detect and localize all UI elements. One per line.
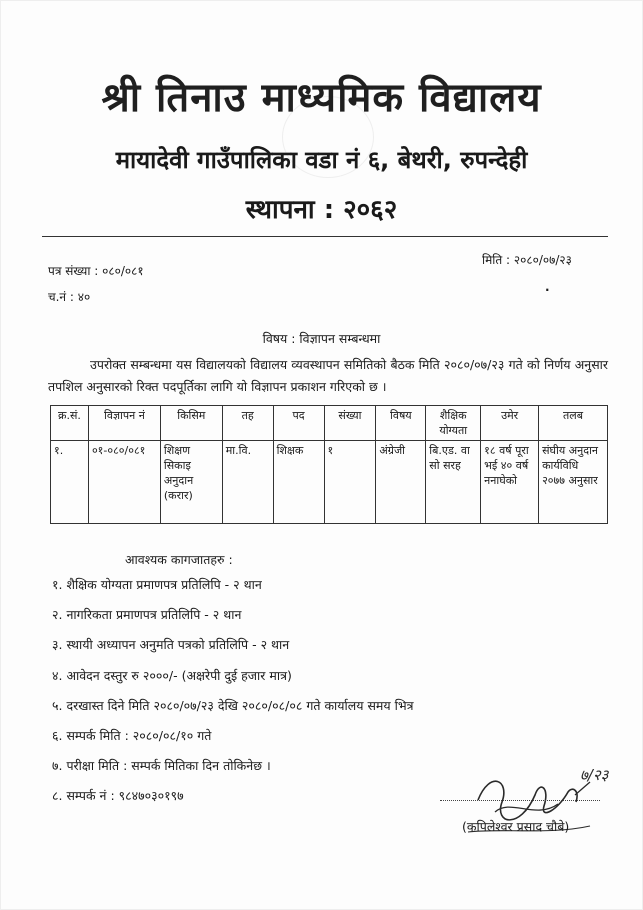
signatory-name: (कपिलेश्वर प्रसाद चौबे) (462, 819, 570, 834)
cell-salary: संघीय अनुदान कार्यविधि २०७७ अनुसार (539, 441, 608, 524)
col-level: तह (222, 406, 273, 441)
school-address: मायादेवी गाउँपालिका वडा नं ६, बेथरी, रुपन्देही (115, 146, 528, 174)
signature-line (440, 800, 600, 801)
list-item: ८. सम्पर्क नं : ९८४७०३०१९७ (52, 788, 184, 804)
cell-post: शिक्षक (273, 441, 324, 524)
col-count: संख्या (324, 406, 376, 441)
body-text: उपरोक्त सम्बन्धमा यस विद्यालयको विद्यालय व्यवस्थापन समितिको बैठक मिति २०८०/०७/२३ गते को निर्णय अनुसार तपशिल अनुसारको रिक्त पदपूर्तिका लागि यो विज्ञापन प्रकाशन गरिएको छ । (48, 357, 608, 394)
cell-level: मा.वि. (222, 441, 273, 524)
letter-date: मिति : २०८०/०७/२३ (482, 253, 572, 267)
list-item: ५. दरखास्त दिने मिति २०८०/०७/२३ देखि २०८०/०८/०८ गते कार्यालय समय भित्र (52, 697, 414, 713)
cell-ad-number: ०१-०८०/०८१ (88, 441, 160, 524)
documents-heading: आवश्यक कागजातहरु : (125, 552, 233, 567)
list-item: ४. आवेदन दस्तुर रु २०००/- (अक्षरेपी दुई हजार मात्र) (52, 667, 292, 683)
cell-qualification: बि.एड. वा सो सरह (426, 441, 481, 524)
body-paragraph (48, 354, 608, 398)
list-item: २. नागरिकता प्रमाणपत्र प्रतिलिपि - २ थान (52, 607, 242, 623)
table-row (51, 441, 608, 524)
table-header-row (51, 406, 608, 441)
list-item: ७. परीक्षा मिति : सम्पर्क मितिका दिन तोकिनेछ । (52, 758, 271, 774)
list-item: ३. स्थायी अध्यापन अनुमति पत्रको प्रतिलिपि - २ थान (52, 637, 290, 653)
cell-type: शिक्षण सिकाइ अनुदान (करार) (160, 441, 222, 524)
header-divider (42, 236, 608, 237)
list-item: १. शैक्षिक योग्यता प्रमाणपत्र प्रतिलिपि - २ थान (52, 577, 262, 592)
svg-text:७/२३: ७/२३ (580, 766, 609, 784)
col-post: पद (273, 406, 324, 441)
col-age: उमेर (481, 406, 539, 441)
cell-subject: अंग्रेजी (376, 441, 426, 524)
school-name: श्री तिनाउ माध्यमिक विद्यालय (101, 75, 542, 121)
cell-serial: १. (51, 441, 89, 524)
letter-number: पत्र संख्या : ०८०/०८१ (48, 264, 144, 278)
dispatch-number: च.नं : ४० (48, 290, 91, 304)
vacancy-table (50, 405, 608, 524)
col-type: किसिम (160, 406, 222, 441)
col-salary: तलब (539, 406, 608, 441)
cell-count: १ (324, 441, 376, 524)
col-ad-number: विज्ञापन नं (88, 406, 160, 441)
stray-mark: . (545, 280, 550, 294)
established-year: स्थापना : २०६२ (245, 195, 398, 225)
documents-list (52, 575, 414, 817)
subject-line: विषय : विज्ञापन सम्बन्धमा (262, 331, 381, 346)
cell-age: १८ वर्ष पूरा भई ४० वर्ष ननाघेको (481, 441, 539, 524)
col-subject: विषय (376, 406, 426, 441)
col-serial: क्र.सं. (51, 406, 89, 441)
col-qualification: शैक्षिक योग्यता (426, 406, 481, 441)
list-item: ६. सम्पर्क मिति : २०८०/०८/१० गते (52, 727, 212, 743)
